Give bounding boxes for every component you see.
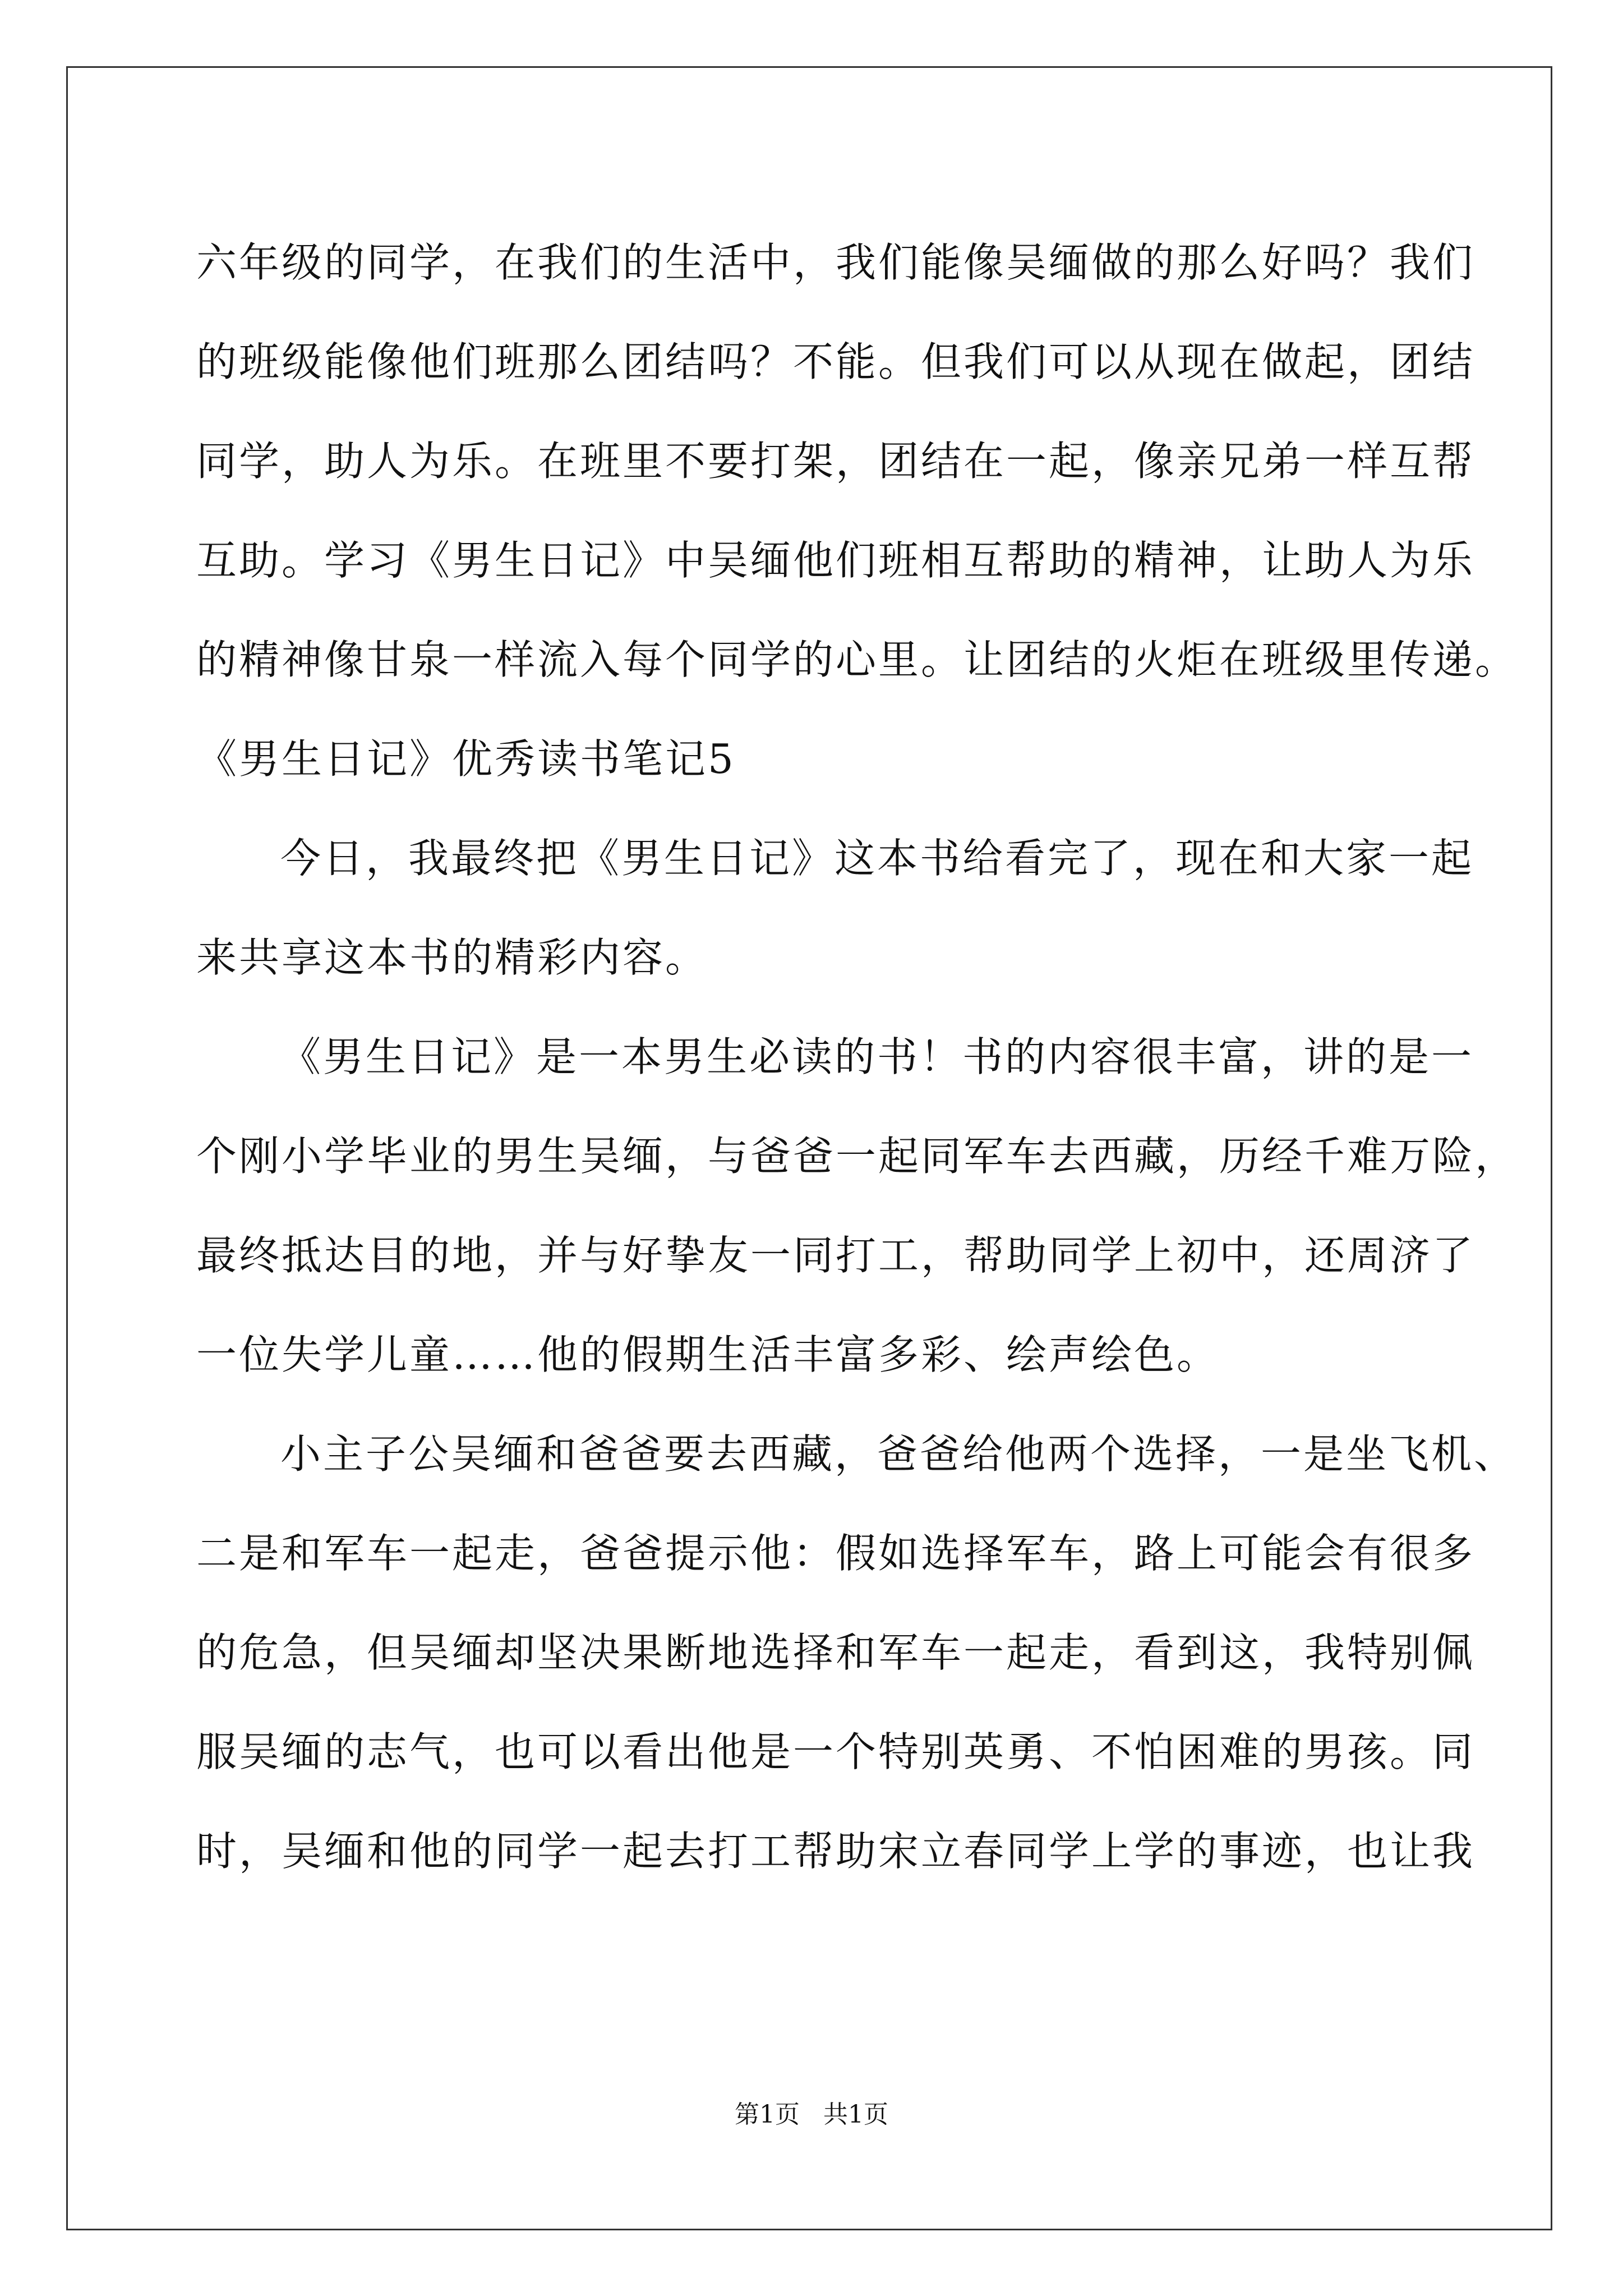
document-body <box>196 213 1518 1901</box>
text-line: 二是和军车一起走，爸爸提示他：假如选择军车，路上可能会有很多 <box>196 1530 1476 1577</box>
text-line: 时，吴缅和他的同学一起去打工帮助宋立春同学上学的事迹，也让我 <box>196 1828 1476 1875</box>
page-number-footer: 第1页 共1页 <box>735 2100 888 2129</box>
paragraph-first-line: 小主子公吴缅和爸爸要去西藏，爸爸给他两个选择，一是坐飞机、 <box>280 1430 1517 1478</box>
text-line: 一位失学儿童……他的假期生活丰富多彩、绘声绘色。 <box>196 1331 1220 1378</box>
section-heading: 《男生日记》优秀读书笔记5 <box>196 735 736 783</box>
text-line: 互助。学习《男生日记》中吴缅他们班相互帮助的精神，让助人为乐 <box>196 537 1476 584</box>
paragraph-first-line: 《男生日记》是一本男生必读的书！书的内容很丰富，讲的是一 <box>280 1033 1474 1080</box>
text-line: 的班级能像他们班那么团结吗？不能。但我们可以从现在做起，团结 <box>196 338 1476 385</box>
paragraph-first-line: 今日，我最终把《男生日记》这本书给看完了，现在和大家一起 <box>280 835 1474 882</box>
text-line: 的危急，但吴缅却坚决果断地选择和军车一起走，看到这，我特别佩 <box>196 1629 1476 1676</box>
text-line: 服吴缅的志气，也可以看出他是一个特别英勇、不怕困难的男孩。同 <box>196 1728 1476 1775</box>
text-line: 个刚小学毕业的男生吴缅，与爸爸一起同军车去西藏，历经千难万险， <box>196 1133 1518 1180</box>
text-line: 六年级的同学，在我们的生活中，我们能像吴缅做的那么好吗？我们 <box>196 239 1476 286</box>
text-line: 的精神像甘泉一样流入每个同学的心里。让团结的火炬在班级里传递。 <box>196 636 1518 683</box>
text-line: 最终抵达目的地，并与好挚友一同打工，帮助同学上初中，还周济了 <box>196 1232 1476 1279</box>
text-line: 来共享这本书的精彩内容。 <box>196 934 708 981</box>
text-line: 同学，助人为乐。在班里不要打架，团结在一起，像亲兄弟一样互帮 <box>196 438 1476 485</box>
